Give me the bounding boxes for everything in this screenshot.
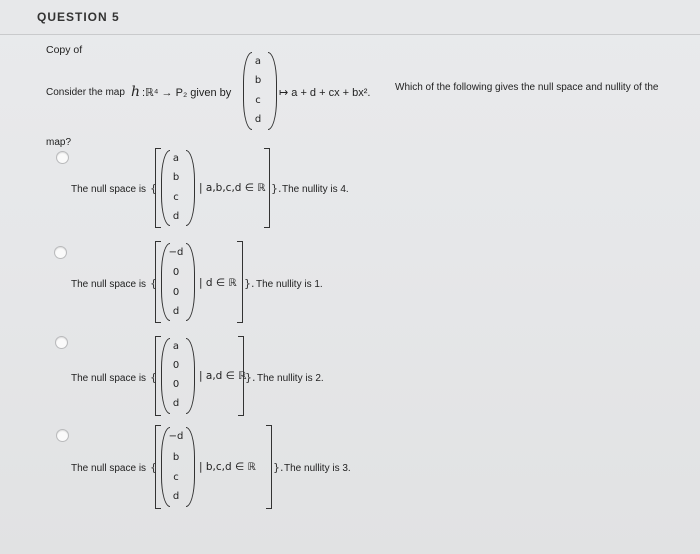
vector-entry: b [254, 75, 262, 86]
vector-entry: d [254, 114, 262, 125]
right-bracket [264, 148, 270, 228]
option-lead: The null space is [71, 373, 147, 384]
left-brace: { [150, 182, 157, 195]
set-condition: | d ∈ ℝ [199, 277, 237, 289]
set-condition: | a,d ∈ ℝ [199, 370, 247, 382]
vector-entry: b [172, 172, 180, 183]
map-signature: :ℝ⁴ → P₂ given by [142, 87, 232, 99]
right-brace: }. [245, 371, 256, 384]
prompt-after: Which of the following gives the null space and nullity of the [395, 82, 659, 93]
vector-entry: d [172, 306, 180, 317]
left-brace: { [150, 277, 157, 290]
vector-entry: −d [168, 431, 184, 442]
right-paren [186, 150, 195, 226]
vector-entry: c [173, 192, 179, 203]
option-radio[interactable] [54, 246, 67, 259]
prompt-end: map? [46, 137, 72, 148]
option-nullity: The nullity is 2. [257, 373, 324, 384]
vector-entry: 0 [172, 267, 180, 278]
option-radio[interactable] [56, 151, 69, 164]
option-lead: The null space is [71, 279, 147, 290]
vector-entry: d [172, 398, 180, 409]
right-bracket [237, 241, 243, 323]
vector-entry: d [172, 491, 180, 502]
right-brace: }. [273, 461, 284, 474]
vector-entry: c [173, 472, 179, 483]
copy-of-label: Copy of [46, 44, 83, 56]
question-header [0, 0, 700, 35]
right-bracket [266, 425, 272, 509]
vector-entry: 0 [172, 360, 180, 371]
vector-entry: c [255, 95, 261, 106]
option-nullity: The nullity is 3. [284, 463, 351, 474]
option-lead: The null space is [71, 184, 147, 195]
right-paren [186, 427, 195, 507]
left-brace: { [150, 371, 157, 384]
vector-entry: a [172, 153, 180, 164]
prompt-before: Consider the map [46, 87, 125, 98]
right-paren [186, 243, 195, 321]
vector-entry: 0 [172, 379, 180, 390]
option-radio[interactable] [55, 336, 68, 349]
right-brace: }. [271, 182, 282, 195]
left-brace: { [150, 461, 157, 474]
vector-entry: b [172, 452, 180, 463]
vector-entry: −d [168, 247, 184, 258]
vector-entry: d [172, 211, 180, 222]
vector-entry: a [172, 341, 180, 352]
map-name: h [131, 84, 141, 100]
vector-entry: 0 [172, 287, 180, 298]
set-condition: | b,c,d ∈ ℝ [199, 461, 256, 473]
right-paren [268, 52, 277, 130]
right-bracket [238, 336, 244, 416]
map-formula: ↦ a + d + cx + bx². [279, 87, 371, 99]
vector-entry: a [254, 56, 262, 67]
right-brace: }. [244, 277, 255, 290]
right-paren [186, 338, 195, 414]
option-radio[interactable] [56, 429, 69, 442]
option-nullity: The nullity is 4. [282, 184, 349, 195]
question-title: QUESTION 5 [37, 10, 120, 24]
option-nullity: The nullity is 1. [256, 279, 323, 290]
set-condition: | a,b,c,d ∈ ℝ [199, 182, 266, 194]
option-lead: The null space is [71, 463, 147, 474]
